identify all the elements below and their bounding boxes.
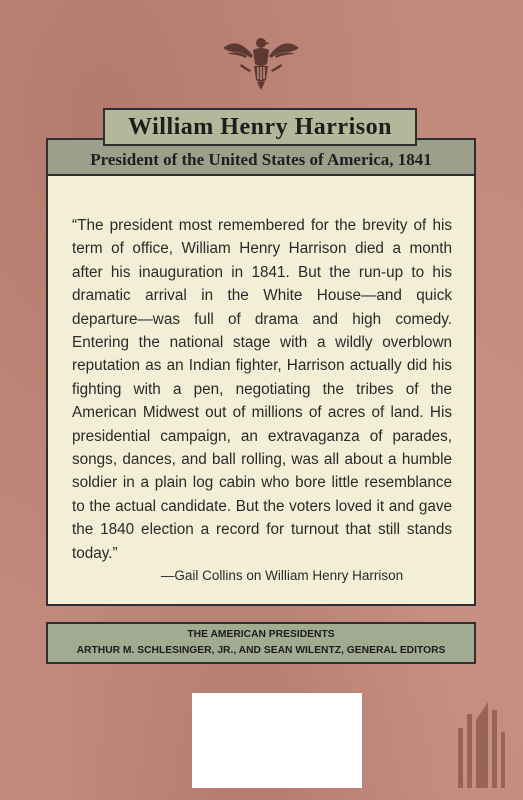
title-box	[103, 108, 417, 146]
quote-attribution: —Gail Collins on William Henry Harrison	[160, 568, 404, 583]
vertical-brand-watermark	[452, 692, 510, 792]
series-band	[46, 622, 476, 664]
book-subtitle: President of the United States of America, 1841	[90, 150, 432, 169]
book-title: William Henry Harrison	[128, 113, 392, 140]
barcode-area	[192, 693, 362, 788]
blurb-quote: “The president most remembered for the brevity of his term of office, William Henry Harrison died a month after his inauguration in 1841. But the run-up to his dramatic arrival in the White House—and quick departure—was full of drama and high comedy. Entering the national stage with a wildly overblown reputation as an Indian fighter, Harrison actually did his fighting with a pen, negotiating the tribes of the American Midwest out of millions of acres of land. His presidential campaign, an extravaganza of parades, songs, dances, and ball rolling, was all about a humble soldier in a plain log cabin who bore little resemblance to the actual candidate. But the voters loved it and gave the 1840 election a record for turnout that still stands today.”	[72, 217, 452, 562]
eagle-seal-icon	[221, 34, 301, 92]
quote-panel	[46, 176, 476, 606]
series-editors: ARTHUR M. SCHLESINGER, JR., AND SEAN WILENTZ, GENERAL EDITORS	[76, 645, 446, 656]
series-name: THE AMERICAN PRESIDENTS	[187, 629, 335, 640]
